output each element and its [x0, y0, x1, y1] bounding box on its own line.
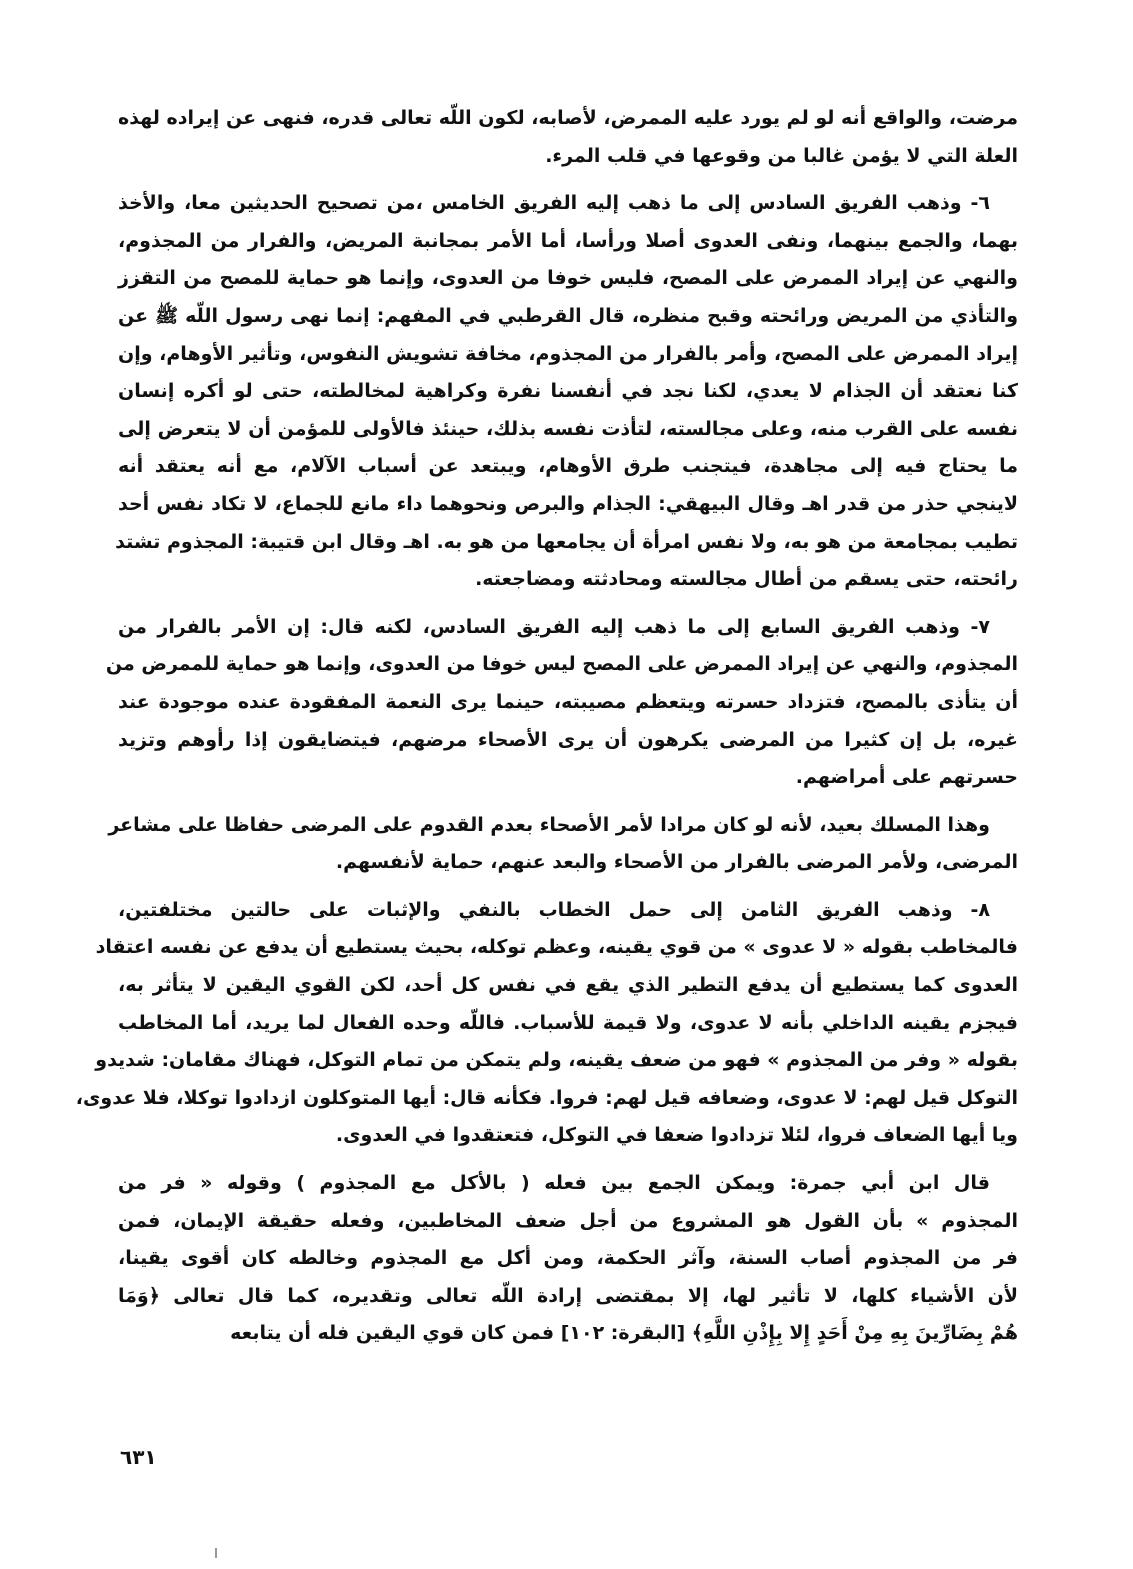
text-line: العدوى كما يستطيع أن يدفع التطير الذي يقع في نفس كل أحد، لكن القوي اليقين لا يتأثر به،: [118, 974, 1018, 997]
text-line: إيراد الممرض على المصح، وأمر بالفرار من المجذوم، مخافة تشويش النفوس، وتأثير الأوهام، وإن: [118, 342, 1018, 365]
text-line: ٨- وذهب الفريق الثامن إلى حمل الخطاب بالنفي والإثبات على حالتين مختلفتين،: [118, 898, 990, 921]
paragraph: [118, 100, 1018, 175]
text-line: بقوله « وفر من المجذوم » فهو من ضعف يقينه، ولم يتمكن من تمام التوكل، فهناك مقامان: شديدو: [95, 1049, 1018, 1072]
text-line: وهذا المسلك بعيد، لأنه لو كان مرادا لأمر الأصحاء بعدم القدوم على المرضى حفاظا على مشاعر: [108, 813, 990, 836]
text-line: مرضت، والواقع أنه لو لم يورد عليه الممرض، لأصابه، لكون اللّه تعالى قدره، فنهى عن إيراده لهذه: [118, 107, 1018, 129]
paragraph: [105, 609, 1018, 797]
text-line: المرضى، ولأمر المرضى بالفرار من الأصحاء والبعد عنهم، حماية لأنفسهم.: [335, 851, 1018, 874]
text-line: حسرتهم على أمراضهم.: [795, 766, 1018, 789]
text-line: ويا أيها الضعاف فروا، لئلا تزدادوا ضعفا في التوكل، فتعتقدوا في العدوى.: [335, 1124, 1018, 1147]
text-line: أن يتأذى بالمصح، فتزداد حسرته ويتعظم مصيبته، حينما يرى النعمة المفقودة عنده موجودة عند: [118, 690, 1018, 713]
text-line: العلة التي لا يؤمن غالبا من وقوعها في قلب المرء.: [545, 144, 1018, 167]
text-line: بهما، والجمع بينهما، ونفى العدوى أصلا ورأسا، أما الأمر بمجانبة المريض، والفرار من المجذوم،: [118, 229, 1018, 252]
text-line: ٧- وذهب الفريق السابع إلى ما ذهب إليه الفريق السادس، لكنه قال: إن الأمر بالفرار من: [118, 615, 990, 638]
text-line: كنا نعتقد أن الجذام لا يعدي، لكنا نجد في أنفسنا نفرة وكراهية لمخالطته، حتى لو أكره إنسان: [118, 380, 1018, 403]
paragraph: [118, 1165, 1018, 1353]
text-line: والنهي عن إيراد الممرض على المصح، فليس خوفا من العدوى، وإنما هو حماية للمصح من التقزز: [118, 267, 1018, 290]
paragraph: [75, 892, 1018, 1155]
text-line: فر من المجذوم أصاب السنة، وآثر الحكمة، ومن أكل مع المجذوم وخالطه كان أقوى يقينا،: [118, 1247, 1018, 1270]
page-number: ٦٣١: [120, 1445, 157, 1469]
text-line: المجذوم » بأن القول هو المشروع من أجل ضعف المخاطبين، وفعله حقيقة الإيمان، فمن: [118, 1209, 1018, 1232]
page-body: [75, 100, 1018, 1363]
text-line: التوكل قيل لهم: لا عدوى، وضعافه قيل لهم: فروا. فكأنه قال: أيها المتوكلون ازدادوا توكلا، فلا عدوى،: [75, 1086, 1018, 1109]
text-line: قال ابن أبي جمرة: ويمكن الجمع بين فعله ( بالأكل مع المجذوم ) وقوله « فر من: [118, 1172, 990, 1195]
text-line: لاينجي حذر من قدر اهـ وقال البيهقي: الجذام والبرص ونحوهما داء مانع للجماع، لا تكاد نفس أحد: [118, 492, 1018, 515]
text-line: رائحته، حتى يسقم من أطال مجالسته ومحادثته ومضاجعته.: [475, 568, 1018, 591]
text-line: تطيب بمجامعة من هو به، ولا نفس امرأة أن يجامعها من هو به. اهـ وقال ابن قتيبة: المجذوم تشتد: [115, 530, 1018, 553]
text-line: غيره، بل إن كثيرا من المرضى يكرهون أن يرى الأصحاء مرضهم، فيتضايقون إذا رأوهم وتزيد: [118, 728, 1018, 751]
text-line: لأن الأشياء كلها، لا تأثير لها، إلا بمقتضى إرادة اللّه تعالى وتقديره، كما قال تعالى ﴿وَمَا: [118, 1284, 1018, 1307]
paragraph: [115, 185, 1018, 599]
text-line: ٦- وذهب الفريق السادس إلى ما ذهب إليه الفريق الخامس ،من تصحيح الحديثين معا، والأخذ: [118, 192, 990, 215]
scan-artifact: [215, 1548, 217, 1558]
text-line: هُمْ بِضَارِّينَ بِهِ مِنْ أَحَدٍ إِلا بِإِذْنِ اللَّهِ﴾ [البقرة: ١٠٢] فمن كان قوي اليقين فله أن يتابعه: [230, 1322, 1018, 1345]
text-line: المجذوم، والنهي عن إيراد الممرض على المصح ليس خوفا من العدوى، وإنما هو حماية للممرض من: [105, 653, 1018, 676]
text-line: نفسه على القرب منه، وعلى مجالسته، لتأذت نفسه بذلك، حينئذ فالأولى للمؤمن أن لا يتعرض إلى: [118, 417, 1018, 440]
text-line: فالمخاطب بقوله « لا عدوى » من قوي يقينه، وعظم توكله، بحيث يستطيع أن يدفع عن نفسه اعتقاد: [95, 936, 1018, 959]
text-line: والتأذي من المريض ورائحته وقبح منظره، قال القرطبي في المفهم: إنما نهى رسول اللّه ﷺ عن: [118, 304, 1018, 327]
paragraph: [108, 807, 1018, 882]
text-line: فيجزم يقينه الداخلي بأنه لا عدوى، ولا قيمة للأسباب. فاللّه وحده الفعال لما يريد، أما المخاطب: [118, 1011, 1018, 1034]
text-line: ما يحتاج فيه إلى مجاهدة، فيتجنب طرق الأوهام، ويبتعد عن أسباب الآلام، مع أنه يعتقد أنه: [118, 455, 1018, 478]
